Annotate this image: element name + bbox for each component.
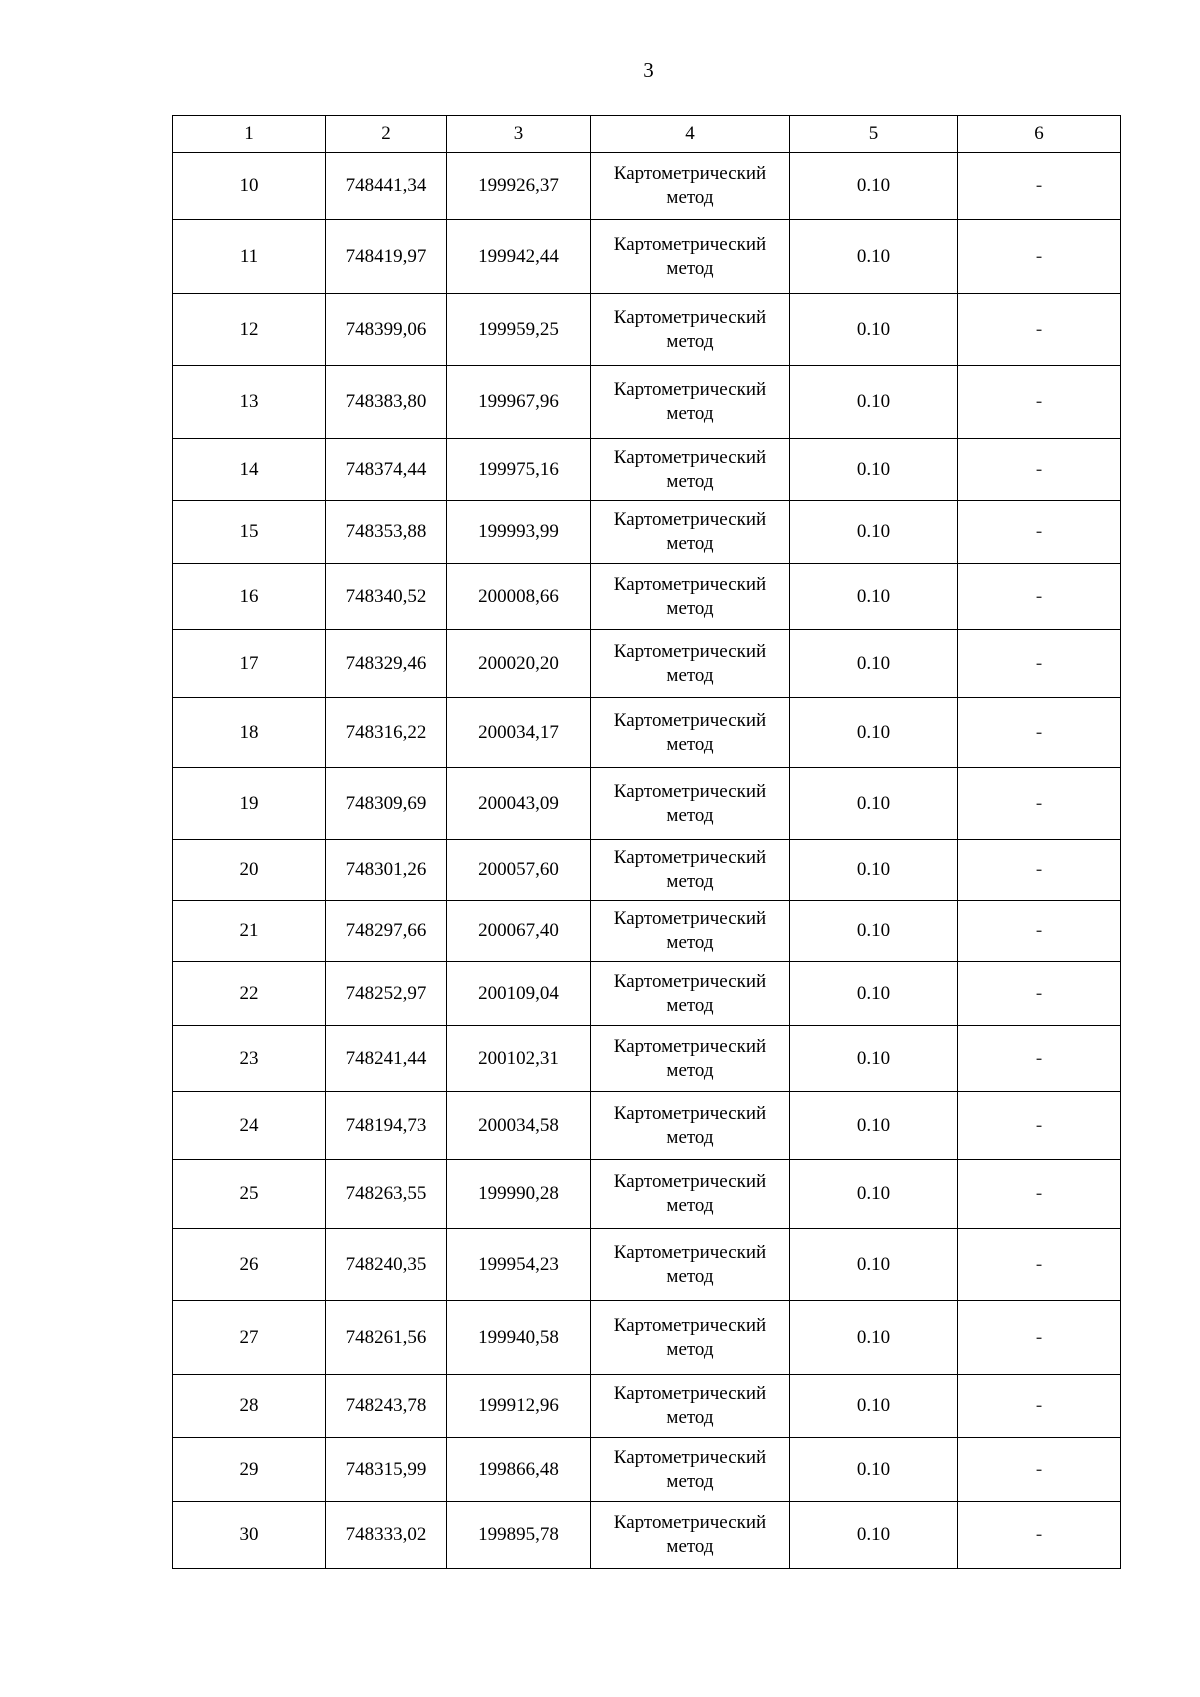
x-coordinate-cell: 748340,52 [326, 564, 447, 630]
y-coordinate-cell: 199926,37 [447, 153, 591, 220]
x-coordinate-cell: 748419,97 [326, 220, 447, 294]
table-row [173, 564, 1121, 630]
note-cell: - [958, 564, 1121, 630]
x-coordinate-cell: 748315,99 [326, 1438, 447, 1502]
accuracy-cell: 0.10 [790, 366, 958, 439]
method-line: метод [666, 932, 714, 953]
x-coordinate-cell: 748194,73 [326, 1092, 447, 1160]
method-line: метод [666, 1059, 714, 1081]
accuracy-cell: 0.10 [790, 220, 958, 294]
method-line: метод [666, 1536, 714, 1557]
point-number-cell: 22 [173, 962, 326, 1026]
method-cell [591, 1229, 790, 1301]
method-line: Картометрический [613, 970, 767, 992]
method-line: метод [666, 1195, 714, 1216]
method-line: Картометрический [613, 908, 767, 929]
point-number-cell: 23 [173, 1026, 326, 1092]
note-cell: - [958, 840, 1121, 901]
point-number-cell: 17 [173, 630, 326, 698]
method-cell [591, 564, 790, 630]
point-number-cell: 24 [173, 1092, 326, 1160]
method-line: Картометрический [613, 306, 767, 328]
x-coordinate-cell: 748261,56 [326, 1301, 447, 1375]
y-coordinate-cell: 200020,20 [447, 630, 591, 698]
table-row [173, 1026, 1121, 1092]
y-coordinate-cell: 200067,40 [447, 901, 591, 962]
table-row [173, 1229, 1121, 1301]
method-line: метод [666, 470, 714, 492]
method-line: метод [666, 403, 714, 424]
note-cell: - [958, 1026, 1121, 1092]
accuracy-cell: 0.10 [790, 1502, 958, 1569]
y-coordinate-cell: 200008,66 [447, 564, 591, 630]
table-header-row [173, 116, 1121, 153]
table-row [173, 840, 1121, 901]
table-row [173, 1502, 1121, 1569]
note-cell: - [958, 1438, 1121, 1502]
method-cell [591, 1301, 790, 1375]
x-coordinate-cell: 748309,69 [326, 768, 447, 840]
method-line: метод [666, 1407, 714, 1428]
method-line: метод [666, 597, 714, 619]
note-cell: - [958, 1229, 1121, 1301]
accuracy-cell: 0.10 [790, 564, 958, 630]
note-cell: - [958, 962, 1121, 1026]
table-row [173, 962, 1121, 1026]
y-coordinate-cell: 199967,96 [447, 366, 591, 439]
method-cell [591, 962, 790, 1026]
method-line: Картометрический [613, 446, 767, 468]
accuracy-cell: 0.10 [790, 630, 958, 698]
x-coordinate-cell: 748399,06 [326, 294, 447, 366]
table-row [173, 220, 1121, 294]
accuracy-cell: 0.10 [790, 1375, 958, 1438]
method-line: метод [666, 664, 714, 686]
accuracy-cell: 0.10 [790, 1229, 958, 1301]
method-line: Картометрический [613, 1171, 767, 1192]
method-line: Картометрический [613, 780, 767, 802]
column-header-6: 6 [958, 116, 1121, 153]
table-row [173, 1375, 1121, 1438]
point-number-cell: 12 [173, 294, 326, 366]
point-number-cell: 27 [173, 1301, 326, 1375]
method-line: Картометрический [613, 1102, 767, 1124]
method-cell [591, 901, 790, 962]
x-coordinate-cell: 748333,02 [326, 1502, 447, 1569]
table-row [173, 294, 1121, 366]
table-row [173, 1092, 1121, 1160]
y-coordinate-cell: 199895,78 [447, 1502, 591, 1569]
note-cell: - [958, 630, 1121, 698]
accuracy-cell: 0.10 [790, 294, 958, 366]
note-cell: - [958, 698, 1121, 768]
point-number-cell: 26 [173, 1229, 326, 1301]
point-number-cell: 25 [173, 1160, 326, 1229]
y-coordinate-cell: 199975,16 [447, 439, 591, 501]
accuracy-cell: 0.10 [790, 1092, 958, 1160]
coordinates-table [172, 115, 1121, 1569]
method-line: Картометрический [613, 709, 767, 731]
table-row [173, 1301, 1121, 1375]
accuracy-cell: 0.10 [790, 1160, 958, 1229]
x-coordinate-cell: 748301,26 [326, 840, 447, 901]
method-line: метод [666, 804, 714, 826]
table-row [173, 901, 1121, 962]
x-coordinate-cell: 748329,46 [326, 630, 447, 698]
point-number-cell: 11 [173, 220, 326, 294]
x-coordinate-cell: 748243,78 [326, 1375, 447, 1438]
accuracy-cell: 0.10 [790, 1438, 958, 1502]
point-number-cell: 20 [173, 840, 326, 901]
point-number-cell: 28 [173, 1375, 326, 1438]
note-cell: - [958, 1375, 1121, 1438]
point-number-cell: 21 [173, 901, 326, 962]
method-line: метод [666, 994, 714, 1016]
point-number-cell: 10 [173, 153, 326, 220]
method-line: метод [666, 871, 714, 892]
method-cell [591, 439, 790, 501]
method-line: метод [666, 533, 714, 554]
y-coordinate-cell: 199940,58 [447, 1301, 591, 1375]
accuracy-cell: 0.10 [790, 962, 958, 1026]
note-cell: - [958, 1502, 1121, 1569]
method-line: Картометрический [613, 379, 767, 400]
method-cell [591, 1375, 790, 1438]
method-line: Картометрический [613, 573, 767, 595]
table-row [173, 768, 1121, 840]
method-cell [591, 1502, 790, 1569]
method-cell [591, 1438, 790, 1502]
x-coordinate-cell: 748374,44 [326, 439, 447, 501]
method-cell [591, 153, 790, 220]
method-line: метод [666, 330, 714, 352]
method-line: Картометрический [613, 163, 767, 184]
x-coordinate-cell: 748263,55 [326, 1160, 447, 1229]
accuracy-cell: 0.10 [790, 1301, 958, 1375]
accuracy-cell: 0.10 [790, 768, 958, 840]
method-cell [591, 840, 790, 901]
method-cell [591, 630, 790, 698]
method-cell [591, 501, 790, 564]
method-line: метод [666, 187, 714, 208]
note-cell: - [958, 768, 1121, 840]
method-line: метод [666, 1338, 714, 1360]
x-coordinate-cell: 748240,35 [326, 1229, 447, 1301]
accuracy-cell: 0.10 [790, 698, 958, 768]
point-number-cell: 16 [173, 564, 326, 630]
note-cell: - [958, 220, 1121, 294]
accuracy-cell: 0.10 [790, 1026, 958, 1092]
y-coordinate-cell: 200102,31 [447, 1026, 591, 1092]
method-line: метод [666, 733, 714, 755]
note-cell: - [958, 153, 1121, 220]
table-row [173, 366, 1121, 439]
y-coordinate-cell: 200043,09 [447, 768, 591, 840]
y-coordinate-cell: 200034,58 [447, 1092, 591, 1160]
method-line: Картометрический [613, 847, 767, 868]
table-row [173, 698, 1121, 768]
x-coordinate-cell: 748316,22 [326, 698, 447, 768]
note-cell: - [958, 901, 1121, 962]
y-coordinate-cell: 200057,60 [447, 840, 591, 901]
table-row [173, 1438, 1121, 1502]
column-header-3: 3 [447, 116, 591, 153]
table-row [173, 153, 1121, 220]
y-coordinate-cell: 199959,25 [447, 294, 591, 366]
point-number-cell: 19 [173, 768, 326, 840]
point-number-cell: 29 [173, 1438, 326, 1502]
y-coordinate-cell: 199942,44 [447, 220, 591, 294]
x-coordinate-cell: 748353,88 [326, 501, 447, 564]
method-line: Картометрический [613, 509, 767, 530]
method-cell [591, 698, 790, 768]
method-line: Картометрический [613, 233, 767, 255]
method-line: Картометрический [613, 1314, 767, 1336]
note-cell: - [958, 1092, 1121, 1160]
accuracy-cell: 0.10 [790, 501, 958, 564]
x-coordinate-cell: 748383,80 [326, 366, 447, 439]
table-row [173, 439, 1121, 501]
method-line: Картометрический [613, 1512, 767, 1533]
method-line: Картометрический [613, 1035, 767, 1057]
method-line: метод [666, 1126, 714, 1148]
page-number: 3 [643, 58, 654, 82]
y-coordinate-cell: 200034,17 [447, 698, 591, 768]
accuracy-cell: 0.10 [790, 153, 958, 220]
method-cell [591, 294, 790, 366]
method-line: Картометрический [613, 1383, 767, 1404]
method-cell [591, 1026, 790, 1092]
method-line: метод [666, 1470, 714, 1492]
column-header-5: 5 [790, 116, 958, 153]
method-cell [591, 366, 790, 439]
method-cell [591, 768, 790, 840]
x-coordinate-cell: 748297,66 [326, 901, 447, 962]
method-cell [591, 1092, 790, 1160]
x-coordinate-cell: 748252,97 [326, 962, 447, 1026]
note-cell: - [958, 439, 1121, 501]
accuracy-cell: 0.10 [790, 439, 958, 501]
method-line: Картометрический [613, 640, 767, 662]
point-number-cell: 15 [173, 501, 326, 564]
point-number-cell: 13 [173, 366, 326, 439]
y-coordinate-cell: 199993,99 [447, 501, 591, 564]
method-line: Картометрический [613, 1241, 767, 1263]
method-line: Картометрический [613, 1446, 767, 1468]
table-row [173, 630, 1121, 698]
table-row [173, 1160, 1121, 1229]
x-coordinate-cell: 748441,34 [326, 153, 447, 220]
method-cell [591, 1160, 790, 1229]
x-coordinate-cell: 748241,44 [326, 1026, 447, 1092]
note-cell: - [958, 366, 1121, 439]
y-coordinate-cell: 199954,23 [447, 1229, 591, 1301]
table-row [173, 501, 1121, 564]
point-number-cell: 18 [173, 698, 326, 768]
note-cell: - [958, 1160, 1121, 1229]
y-coordinate-cell: 199866,48 [447, 1438, 591, 1502]
accuracy-cell: 0.10 [790, 901, 958, 962]
method-line: метод [666, 1265, 714, 1287]
method-cell [591, 220, 790, 294]
column-header-4: 4 [591, 116, 790, 153]
y-coordinate-cell: 199912,96 [447, 1375, 591, 1438]
point-number-cell: 14 [173, 439, 326, 501]
y-coordinate-cell: 199990,28 [447, 1160, 591, 1229]
point-number-cell: 30 [173, 1502, 326, 1569]
accuracy-cell: 0.10 [790, 840, 958, 901]
column-header-1: 1 [173, 116, 326, 153]
note-cell: - [958, 294, 1121, 366]
note-cell: - [958, 1301, 1121, 1375]
note-cell: - [958, 501, 1121, 564]
y-coordinate-cell: 200109,04 [447, 962, 591, 1026]
column-header-2: 2 [326, 116, 447, 153]
method-line: метод [666, 257, 714, 279]
